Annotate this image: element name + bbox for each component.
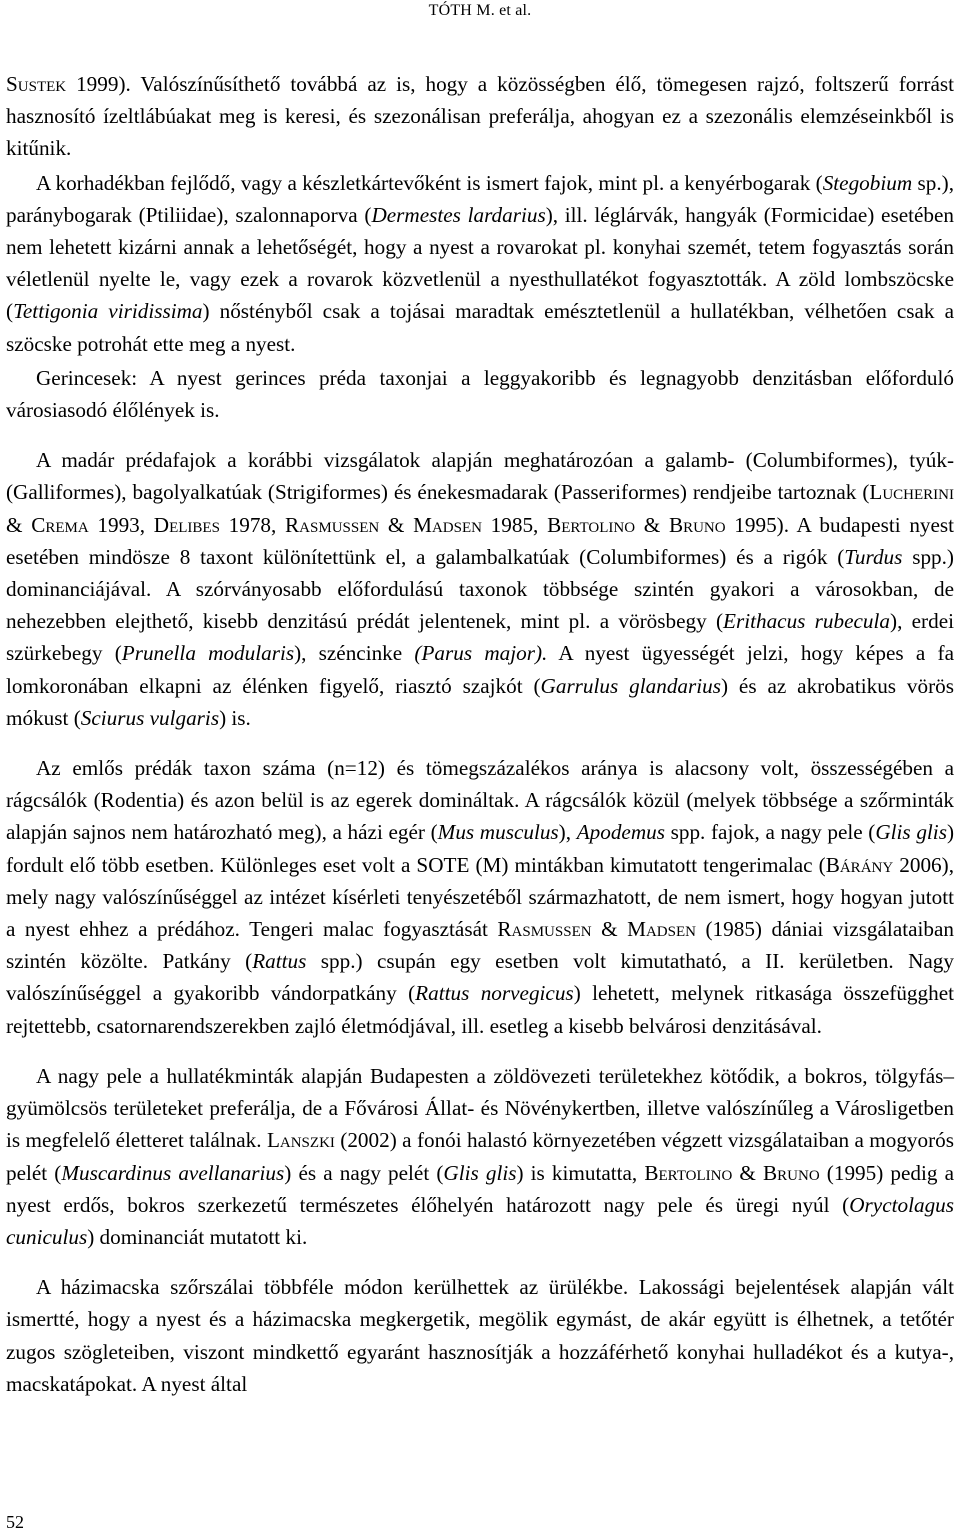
author-name: Bertolino: [644, 1160, 733, 1185]
italic-term: Sciurus vulgaris: [80, 705, 220, 730]
text-run: A madár prédafajok a korábbi vizsgálatok alapján meghatározóan a galamb- (Columbiformes), tyúk- (Galliformes), bagolyalkatúak (Strigiformes) és énekesmadarak (Passeriformes) rendjeibe tartoznak (: [6, 448, 954, 505]
text-run: (1985) dániai vizsgálataiban szintén közölte. Patkány (: [6, 917, 954, 974]
text-run: A nagy pele a hullatékminták alapján Budapesten a zöldövezeti területekhez kötődik, a bokros, tölgyfás–gyümölcsös területeket preferálja, de a Fővárosi Állat- és Növénykertben, illetve valószínűleg a Városligetben is megfelelő életteret találnak.: [6, 1063, 954, 1153]
text-run: spp.) csupán egy esetben volt kimutatható, a II. kerületben. Nagy valószínűséggel a gyakoribb vándorpatkány (: [6, 949, 954, 1006]
author-name: Delibes: [153, 512, 220, 537]
text-run: &: [732, 1160, 764, 1185]
text-run: A korhadékban fejlődő, vagy a készletkártevőként is ismert fajok, mint pl. a kenyérbogarak (: [36, 170, 823, 195]
text-run: ), széncinke: [294, 641, 415, 666]
page-number: 52: [6, 1512, 24, 1532]
text-run: ) is kimutatta,: [516, 1160, 645, 1185]
text-run: Az emlős prédák taxon száma (n=12) és tömegszázalékos aránya is alacsony volt, összességében a rágcsálók (Rodentia) és azon belül is az egerek domináltak. A rágcsálók közül (melyek többsége a szőrminták alapján sajnos nem határozható meg), a házi egér (: [6, 756, 954, 845]
text-run: 1999). Valószínűsíthető továbbá az is, hogy a közösségben élő, tömegesen rajzó, foltszerű forrást hasznosító ízeltlábúakat meg is keresi, és szezonálisan preferálja, ahogyan ez a szezonális elemzéseinkből is kitűnik.: [6, 72, 954, 161]
text-run: 1985,: [481, 512, 548, 537]
author-name: Bárány: [825, 852, 894, 877]
text-run: sp.), paránybogarak (Ptiliidae), szalonnaporva (: [6, 170, 954, 227]
paragraph-6: [6, 1060, 954, 1253]
text-run: &: [635, 512, 669, 537]
text-run: ) lehetett, melynek ritkasága összefügghet rejtettebb, csatornarendszerekben zajló életmódjával, ill. esetleg a kisebb belvárosi denzitásával.: [6, 981, 954, 1038]
author-name: Madsen: [627, 917, 696, 942]
text-run: ) nőstényből csak a tojásai maradtak emésztetlenül a hullatékban, vélhetően csak a szöcske potrohát ette meg a nyest.: [6, 299, 954, 356]
paragraph-3: [6, 362, 954, 426]
text-run: spp.) dominanciájával. A szórványosabb előfordulású taxonok többsége szintén gyakori a városokban, de nehezebben elejthető, kisebb denzitású prédát jelentenek, mint pl. a vörösbegy (: [6, 544, 954, 634]
text-run: ), ill. léglárvák, hangyák (Formicidae) esetében nem lehetett kizárni annak a lehetőségét, hogy a nyest a rovarokat pl. konyhai szemét, tetem fogyasztás során véletlenül nyelte le, vagy ezek a rovarok közvetlenül a nyesthullatékot fogyasztották. A zöld lombszöcske (: [6, 202, 954, 324]
text-run: &: [379, 512, 414, 537]
running-head-text: TÓTH M. et al.: [428, 2, 532, 19]
text-run: ) dominanciát mutatott ki.: [87, 1224, 308, 1249]
italic-term: Rattus: [252, 949, 307, 974]
text-run: spp. fajok, a nagy pele (: [664, 820, 876, 845]
italic-term: Dermestes lardarius: [371, 202, 546, 227]
text-run: 2006), mely nagy valószínűséggel az intézet kísérleti tenyészetéből származhatott, de nem ismert, hogy hogyan jutott a nyest ehhez a prédához. Tengeri malac fogyasztását: [6, 852, 954, 942]
italic-term: (Parus major).: [414, 641, 548, 666]
italic-term: Erithacus rubecula: [723, 609, 891, 634]
text-run: ), erdei szürkebegy (: [6, 609, 954, 666]
author-name: Lucherini: [869, 480, 954, 505]
text-run: ) és az akrobatikus vörös mókust (: [6, 673, 955, 730]
article-body: [6, 68, 954, 1418]
author-name: Madsen: [413, 512, 482, 537]
author-name: Bruno: [763, 1160, 820, 1185]
italic-term: Muscardinus avellanarius: [61, 1160, 285, 1185]
italic-term: Oryctolagus cuniculus: [6, 1192, 954, 1249]
text-run: (2002) a fonói halastó környezetében végzett vizsgálataiban a mogyorós pelét (: [6, 1128, 955, 1185]
text-run: ) fordult elő több esetben. Különleges eset volt a SOTE (M) mintákban kimutatott tengerimalac (: [6, 820, 955, 877]
author-name: Sustek: [6, 72, 67, 96]
paragraph-7: [6, 1271, 954, 1400]
text-run: A nyest ügyességét jelzi, hogy képes a fa lomkoronában elkapni az élénken figyelő, riasztó szajkót (: [6, 641, 954, 698]
italic-term: Mus musculus: [437, 820, 559, 845]
author-name: Rasmussen: [497, 917, 592, 942]
text-run: (1995) pedig a nyest erdős, bokros szerkezetű természetes élőhelyén határozott nagy pele és üregi nyúl (: [6, 1160, 954, 1217]
text-run: Gerincesek: A nyest gerinces préda taxonjai a leggyakoribb és legnagyobb denzitásban előforduló városiasodó élőlények is.: [6, 365, 954, 423]
author-name: Crema: [31, 512, 89, 537]
text-run: ) is.: [219, 705, 251, 730]
text-run: 1978,: [219, 512, 286, 537]
author-name: Bertolino: [547, 512, 636, 537]
italic-term: Tettigonia viridissima: [13, 299, 203, 324]
italic-term: Stegobium: [822, 170, 913, 195]
paragraph-2: [6, 167, 954, 360]
text-run: ) és a nagy pelét (: [284, 1160, 444, 1185]
text-run: 1993,: [88, 512, 154, 537]
text-run: &: [6, 512, 32, 537]
italic-term: Prunella modularis: [121, 641, 295, 666]
running-header: [0, 2, 960, 20]
italic-term: Garrulus glandarius: [540, 673, 721, 698]
paragraph-1: [6, 68, 954, 165]
author-name: Rasmussen: [285, 512, 380, 537]
italic-term: Rattus norvegicus: [415, 981, 574, 1006]
text-run: &: [591, 917, 628, 942]
text-run: ),: [558, 820, 577, 845]
italic-term: Glis glis: [875, 820, 947, 845]
text-run: 1995). A budapesti nyest esetében mindösze 8 taxont különítettünk el, a galambalkatúak (Columbiformes) és a rigók (: [6, 512, 955, 569]
author-name: Bruno: [668, 512, 726, 537]
italic-term: Glis glis: [443, 1160, 517, 1185]
text-run: A házimacska szőrszálai többféle módon kerülhettek az ürülékbe. Lakossági bejelentések alapján vált ismertté, hogy a nyest és a házimacska megkergetik, megölik egymást, de akár együtt is élhetnek, a tetőtér zugos szögleteiben, viszont mindkettő egyaránt hasznosítják a hozzáférhető konyhai hulladékot és a kutya-, macskatápokat. A nyest által: [6, 1275, 954, 1396]
paragraph-4: [6, 444, 954, 734]
author-name: Lanszki: [266, 1128, 335, 1153]
italic-term: Turdus: [844, 544, 903, 569]
italic-term: Apodemus: [576, 820, 665, 845]
paragraph-5: [6, 752, 954, 1042]
